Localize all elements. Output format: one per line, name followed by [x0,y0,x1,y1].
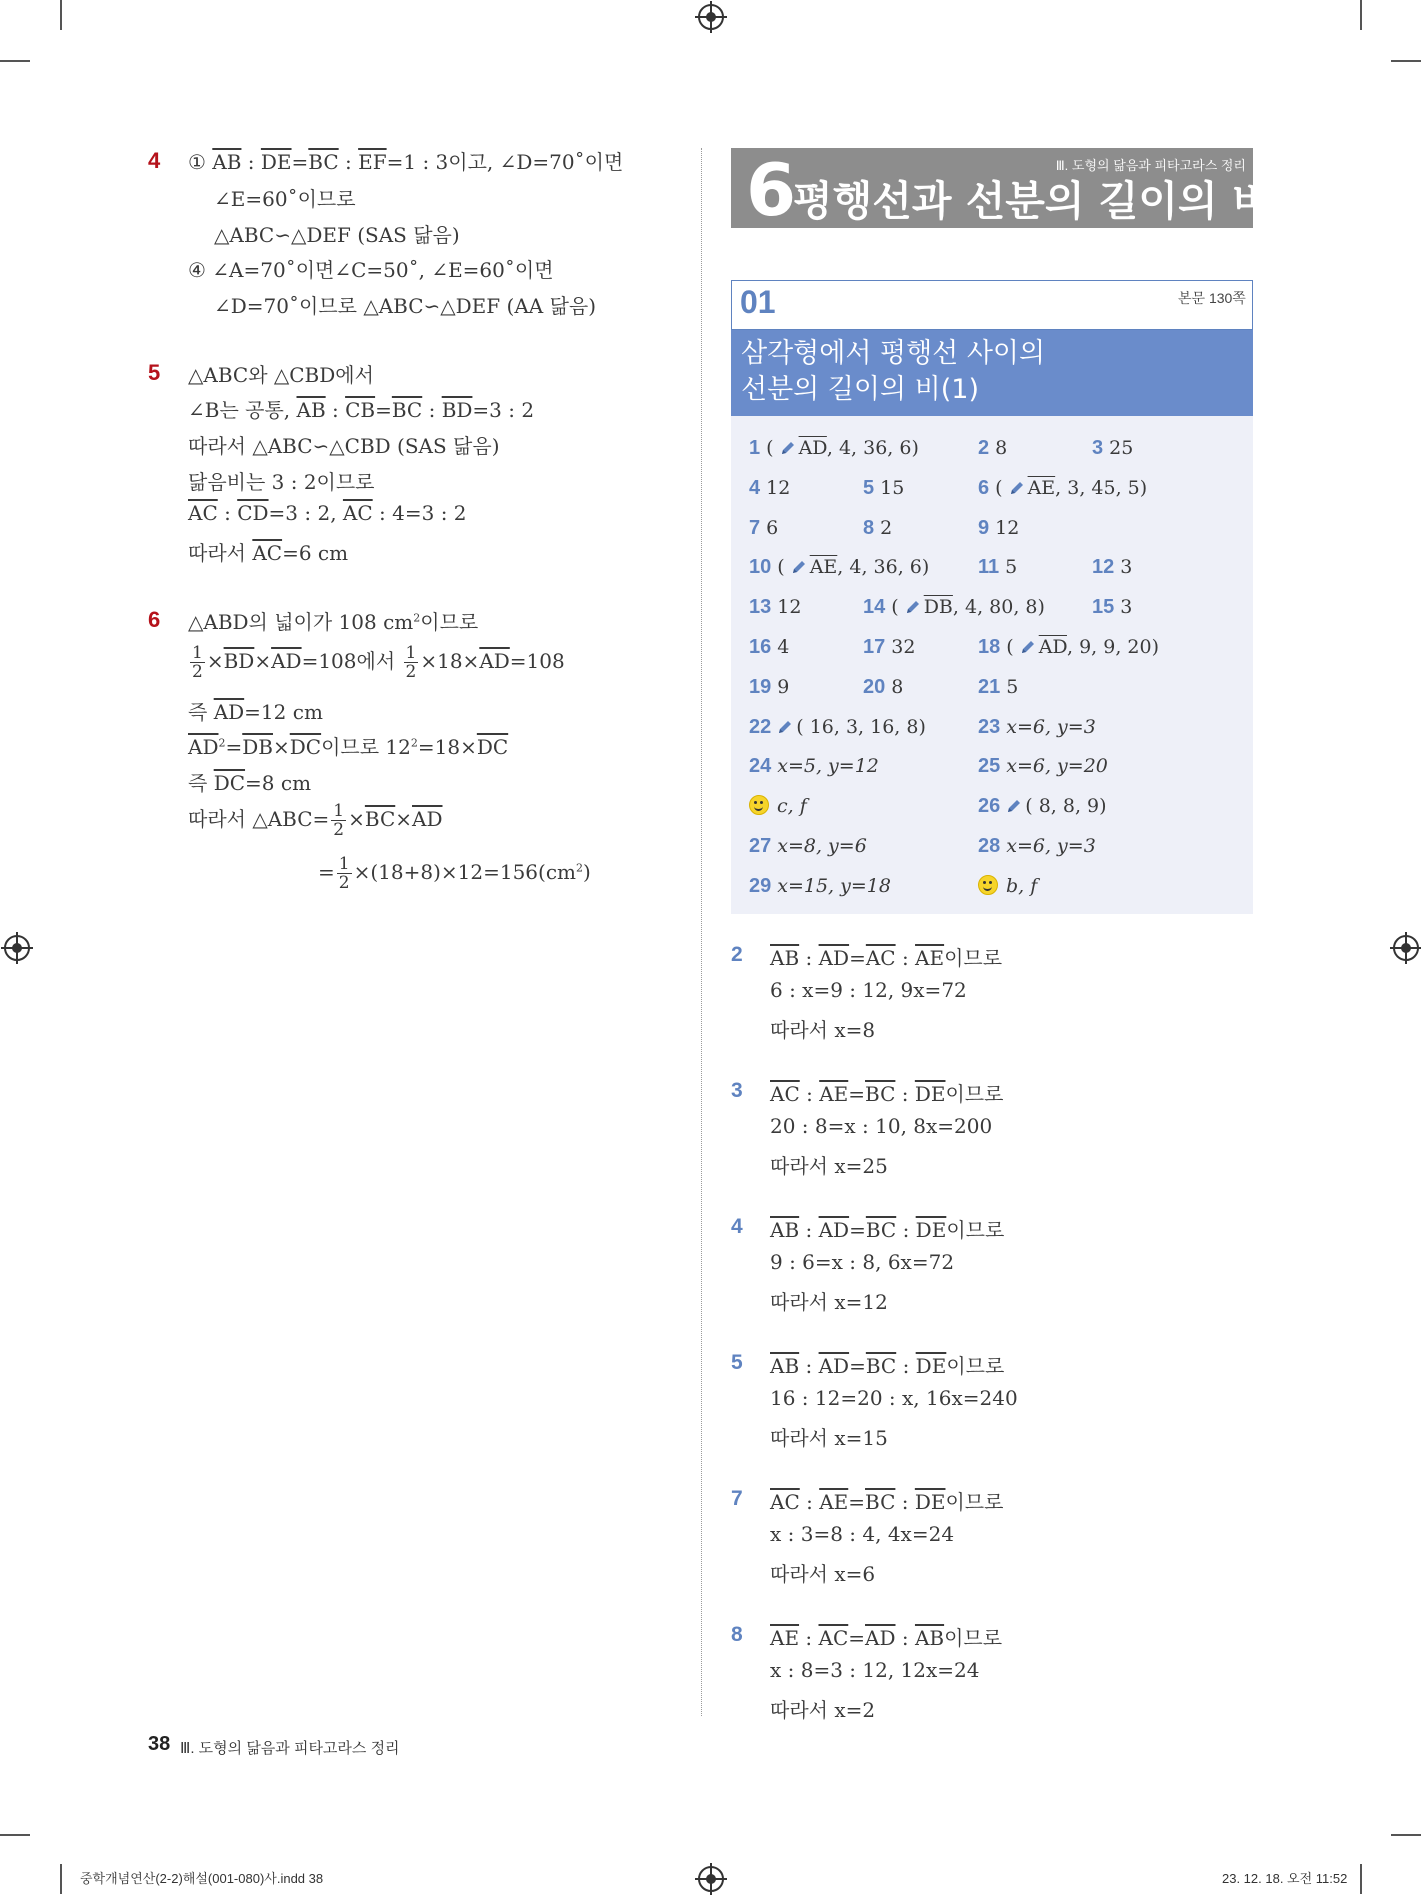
solution-line: 16 : 12=20 : x, 16x=240 [770,1386,1018,1410]
print-slug-timestamp: 23. 12. 18. 오전 11:52 [1222,1871,1348,1886]
pencil-icon [1020,639,1036,655]
answer-item: 19 9 [749,676,790,698]
answer-item: 20 8 [863,676,904,698]
solution-line: $\overline{AB}$ : $\overline{AD}=\overline{BC}$ : $\overline{DE}$이므로 [770,1354,1005,1378]
section-title: 삼각형에서 평행선 사이의 선분의 길이의 비(1) [741,338,1046,405]
solution-number: 2 [731,943,743,966]
solution-number: 3 [731,1079,743,1102]
solution-line: ① $\overline{AB}$ : $\overline{DE}=\overline{BC}$ : $\overline{EF}=1$ : 3이고, ∠D=70˚이면 [188,150,624,174]
solution-line: 따라서 x=8 [770,1018,876,1042]
answer-item: 29 x=15, y=18 [749,875,891,897]
answer-item: 4 12 [749,477,791,499]
solution-line: $\frac{1}{2}$ $\times\overline{BD}\times\overline{AD}=108$에서 $\frac{1}{2}$ $\times 18\times\overline{AD}=108$ [192,643,565,682]
answer-item: 24 x=5, y=12 [749,755,879,777]
problem-number: 5 [148,360,161,385]
crop-mark [1360,0,1362,30]
solution-line: 따라서 x=12 [770,1290,888,1314]
fraction: $\frac{1}{2}$ [405,643,417,682]
column-divider [701,148,702,1716]
solution-line: △ABC와 △CBD에서 [188,363,374,387]
print-slug-filename: 중학개념연산(2-2)해설(001-080)사.indd 38 [80,1871,324,1886]
answer-item: 9 12 [978,517,1020,539]
solution-line: 즉 $\overline{DC}=8$ cm [188,771,312,795]
answer-item: 1 ( $\overline{AD}$, 4, 36, 6) [749,437,919,459]
crop-mark [1391,60,1421,62]
pencil-icon [1006,798,1022,814]
pencil-icon [777,719,793,735]
solution-line: = $\frac{1}{2}$ $\times(18+8)\times 12=156(cm^2)$ [318,854,591,893]
answer-item: b, f [978,875,1037,897]
answer-item: 6 ( $\overline{AE}$, 3, 45, 5) [978,477,1148,499]
fraction: $\frac{1}{2}$ [333,801,345,840]
smiley-icon [749,795,769,815]
solution-line: 따라서 △ABC∽△CBD (SAS 닮음) [188,434,500,458]
solution-line: 따라서 $\overline{AC}=6$ cm [188,541,349,565]
solution-line: 따라서 x=15 [770,1426,888,1450]
solution-number: 5 [731,1351,743,1374]
answer-item: 7 6 [749,517,779,539]
solution-line: ∠D=70˚이므로 △ABC∽△DEF (AA 닮음) [214,294,597,318]
crop-mark [60,0,62,30]
answer-item: 21 5 [978,676,1019,698]
solution-line: ④ ∠A=70˚이면∠C=50˚, ∠E=60˚이면 [188,258,554,282]
solution-line: $\overline{AB}$ : $\overline{AD}=\overline{AC}$ : $\overline{AE}$이므로 [770,946,1003,970]
solution-line: 9 : 6=x : 8, 6x=72 [770,1250,955,1274]
solution-line: 20 : 8=x : 10, 8x=200 [770,1114,993,1138]
section-page-ref: 본문 130쪽 [1178,290,1246,306]
solution-line: $\overline{AC}$ : $\overline{CD}=3$ : 2, $\overline{AC}$ : 4=3 : 2 [188,501,467,525]
answer-item: 26 ( 8, 8, 9) [978,795,1107,817]
answer-item: 15 3 [1092,596,1133,618]
solution-number: 7 [731,1487,743,1510]
section-header [731,280,1253,330]
solution-line: 따라서 x=2 [770,1698,876,1722]
solution-number: 4 [731,1215,743,1238]
solution-line: 6 : x=9 : 12, 9x=72 [770,978,967,1002]
problem-number: 4 [148,148,161,173]
smiley-icon [978,875,998,895]
solution-line: x : 3=8 : 4, 4x=24 [770,1522,955,1546]
problem-number: 6 [148,607,161,632]
answer-item: c, f [749,795,807,817]
crop-mark [1360,1864,1362,1894]
solution-line: 따라서 x=6 [770,1562,876,1586]
chapter-part-label: Ⅲ. 도형의 닮음과 피타고라스 정리 [1055,158,1246,173]
answer-item: 18 ( $\overline{AD}$, 9, 9, 20) [978,636,1159,658]
chapter-number: 6 [746,148,797,232]
solution-line: x : 8=3 : 12, 12x=24 [770,1658,980,1682]
solution-line: $\overline{AB}$ : $\overline{AD}=\overline{BC}$ : $\overline{DE}$이므로 [770,1218,1005,1242]
fraction: $\frac{1}{2}$ [192,643,203,682]
pencil-icon [905,599,921,615]
registration-mark-icon [4,935,30,961]
crop-mark [0,60,30,62]
solution-number: 8 [731,1623,743,1646]
answer-item: 12 3 [1092,556,1133,578]
answer-item: 17 32 [863,636,916,658]
registration-mark-icon [698,4,724,30]
answer-item: 22 ( 16, 3, 16, 8) [749,716,926,738]
answer-item: 16 4 [749,636,790,658]
answer-item: 8 2 [863,517,893,539]
answer-item: 3 25 [1092,437,1134,459]
solution-line: 닮음비는 3 : 2이므로 [188,470,375,494]
crop-mark [60,1864,62,1894]
solution-line: 따라서 △ABC= $\frac{1}{2}$ $\times\overline{BC}\times\overline{AD}$ [188,801,443,840]
answer-item: 25 x=6, y=20 [978,755,1108,777]
answer-item: 11 5 [978,556,1018,578]
fraction: $\frac{1}{2}$ [338,854,350,893]
solution-line: $\overline{AC}$ : $\overline{AE}=\overline{BC}$ : $\overline{DE}$이므로 [770,1082,1004,1106]
answer-item: 23 x=6, y=3 [978,716,1096,738]
solution-line: 즉 $\overline{AD}=12$ cm [188,700,323,724]
solution-line: ∠B는 공통, $\overline{AB}$ : $\overline{CB}=\overline{BC}$ : $\overline{BD}=3$ : 2 [188,398,535,422]
solution-line: $\overline{AD}^2=\overline{DB}\times\overline{DC}$이므로 $12^2=18\times\overline{DC}$ [188,735,509,759]
section-number: 01 [740,284,776,320]
answer-item: 10 ( $\overline{AE}$, 4, 36, 6) [749,556,930,578]
solution-line: $\overline{AC}$ : $\overline{AE}=\overline{BC}$ : $\overline{DE}$이므로 [770,1490,1004,1514]
solution-line: ∠E=60˚이므로 [214,187,356,211]
pencil-icon [791,559,807,575]
answer-item: 28 x=6, y=3 [978,835,1096,857]
crop-mark [1391,1834,1421,1836]
solution-line: 따라서 x=25 [770,1154,888,1178]
answer-item: 13 12 [749,596,802,618]
solution-line: △ABD의 넓이가 108 $cm^2$이므로 [188,610,479,634]
footer-chapter-label: Ⅲ. 도형의 닮음과 피타고라스 정리 [180,1740,400,1757]
answer-item: 27 x=8, y=6 [749,835,867,857]
chapter-title: 평행선과 선분의 길이의 비 [793,177,1272,225]
answer-item: 2 8 [978,437,1008,459]
answer-item: 14 ( $\overline{DB}$, 4, 80, 8) [863,596,1045,618]
registration-mark-icon [698,1866,724,1892]
answer-item: 5 15 [863,477,905,499]
page-number: 38 [148,1733,171,1755]
registration-mark-icon [1393,935,1419,961]
pencil-icon [1009,480,1025,496]
crop-mark [0,1834,30,1836]
solution-line: $\overline{AE}$ : $\overline{AC}=\overline{AD}$ : $\overline{AB}$이므로 [770,1626,1003,1650]
pencil-icon [780,440,796,456]
solution-line: △ABC∽△DEF (SAS 닮음) [214,223,460,247]
